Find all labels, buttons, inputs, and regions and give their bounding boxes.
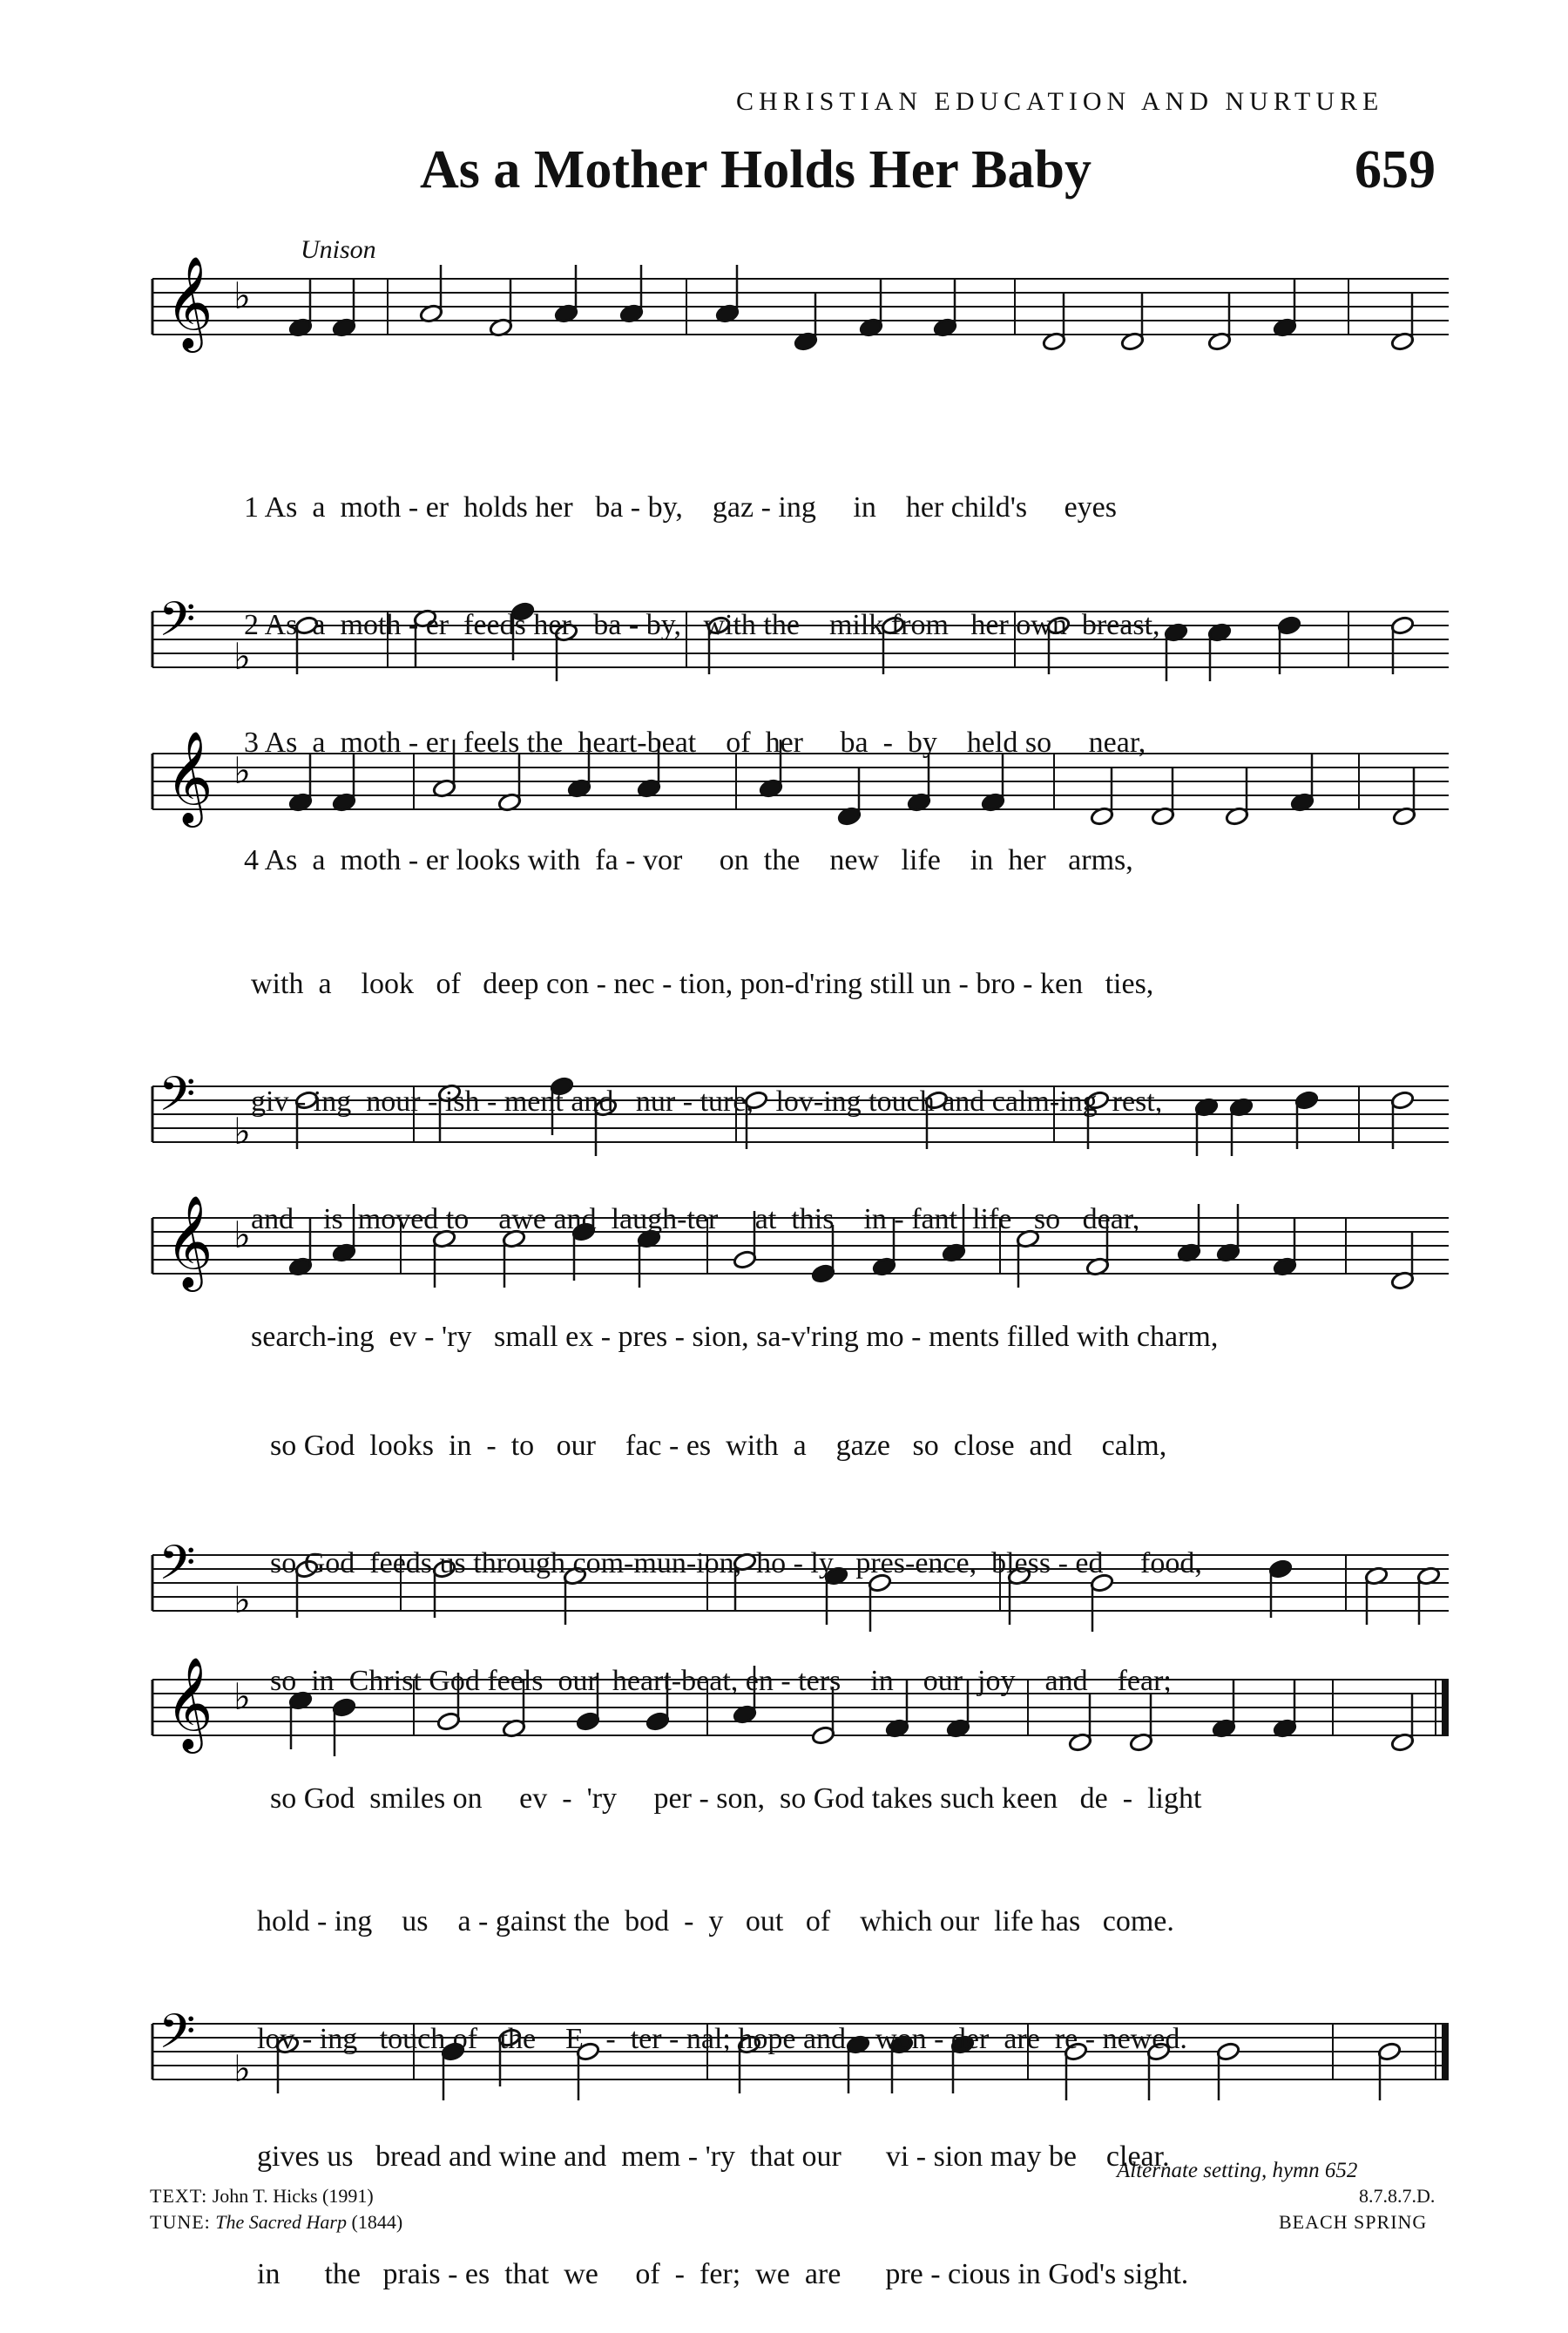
treble-clef-icon: 𝄞 bbox=[166, 730, 213, 823]
final-barline-thick bbox=[1442, 2024, 1449, 2079]
lyric-line: lov - ing touch of the E - ter - nal; hope and won - der are re - newed. bbox=[257, 2023, 1187, 2055]
lyrics-system-2 bbox=[251, 886, 1218, 1396]
lyrics-system-3 bbox=[270, 1348, 1202, 1857]
flat-key-signature-icon: ♭ bbox=[233, 274, 251, 317]
bass-clef-icon: 𝄢 bbox=[159, 1535, 196, 1602]
flat-key-signature-icon: ♭ bbox=[233, 2047, 251, 2090]
lyric-line: with a look of deep con - nec - tion, pon-d'ring still un - bro - ken ties, bbox=[251, 968, 1154, 1000]
bass-clef-icon: 𝄢 bbox=[159, 1066, 196, 1133]
flat-key-signature-icon: ♭ bbox=[233, 1110, 251, 1153]
final-barline-thick bbox=[1442, 1680, 1449, 1735]
bass-clef-icon: 𝄢 bbox=[159, 2004, 196, 2071]
lyric-line: 2 As a moth - er feeds her ba - by, with the milk from her own breast, bbox=[244, 609, 1160, 641]
lyric-line: and is moved to awe and laugh-ter at this in - fant life so dear, bbox=[251, 1203, 1140, 1235]
lyric-line: so God looks in - to our fac - es with a gaze so close and calm, bbox=[270, 1430, 1167, 1462]
hymn-number: 659 bbox=[1355, 140, 1436, 199]
lyric-line: so God feeds us through com-mun-ion, ho - ly pres-ence, bless - ed food, bbox=[270, 1547, 1202, 1579]
lyric-line: in the prais - es that we of - fer; we are pre - cious in God's sight. bbox=[257, 2258, 1189, 2290]
tune-source: The Sacred Harp bbox=[215, 2211, 347, 2233]
flat-key-signature-icon: ♭ bbox=[233, 1675, 251, 1718]
text-credit bbox=[150, 2185, 374, 2208]
hymn-title: As a Mother Holds Her Baby bbox=[420, 140, 1092, 199]
section-heading: CHRISTIAN EDUCATION AND NURTURE bbox=[736, 87, 1384, 116]
lyric-line: 3 As a moth - er feels the heart-beat of her ba - by held so near, bbox=[244, 727, 1146, 759]
alternate-setting-note: Alternate setting, hymn 652 bbox=[1117, 2159, 1358, 2182]
lyric-line: so in Christ God feels our heart-beat, en - ters in our joy and fear; bbox=[270, 1665, 1172, 1697]
treble-staff bbox=[152, 255, 1449, 353]
text-author: John T. Hicks (1991) bbox=[212, 2185, 374, 2207]
text-label: TEXT: bbox=[150, 2185, 208, 2207]
tune-name: BEACH SPRING bbox=[1279, 2211, 1428, 2233]
lyric-line: giv - ing nour - ish - ment and nur - ture, lov-ing touch and calm-ing rest, bbox=[251, 1085, 1163, 1118]
lyric-line: 1 As a moth - er holds her ba - by, gaz - ing in her child's eyes bbox=[244, 491, 1117, 524]
tune-label: TUNE: bbox=[150, 2211, 211, 2233]
lyric-line: gives us bread and wine and mem - 'ry that our vi - sion may be clear. bbox=[257, 2140, 1170, 2173]
flat-key-signature-icon: ♭ bbox=[233, 635, 251, 678]
flat-key-signature-icon: ♭ bbox=[233, 1214, 251, 1256]
meter: 8.7.8.7.D. bbox=[1359, 2185, 1436, 2207]
treble-clef-icon: 𝄞 bbox=[166, 255, 213, 348]
lyrics-system-1 bbox=[244, 409, 1160, 919]
performance-direction: Unison bbox=[301, 235, 376, 264]
treble-clef-icon: 𝄞 bbox=[166, 1656, 213, 1749]
lyric-line: search-ing ev - 'ry small ex - pres - sion, sa-v'ring mo - ments filled with charm, bbox=[251, 1321, 1219, 1353]
lyric-line: so God smiles on ev - 'ry per - son, so God takes such keen de - light bbox=[270, 1782, 1202, 1815]
lyric-line: hold - ing us a - gainst the bod - y out of which our life has come. bbox=[257, 1905, 1174, 1937]
lyric-line: 4 As a moth - er looks with fa - vor on the new life in her arms, bbox=[244, 844, 1133, 876]
tune-year: (1844) bbox=[351, 2211, 403, 2233]
flat-key-signature-icon: ♭ bbox=[233, 749, 251, 792]
treble-clef-icon: 𝄞 bbox=[166, 1194, 213, 1288]
lyrics-system-4 bbox=[257, 1823, 1188, 2333]
bass-clef-icon: 𝄢 bbox=[159, 592, 196, 659]
flat-key-signature-icon: ♭ bbox=[233, 1579, 251, 1621]
tune-credit bbox=[150, 2211, 402, 2234]
